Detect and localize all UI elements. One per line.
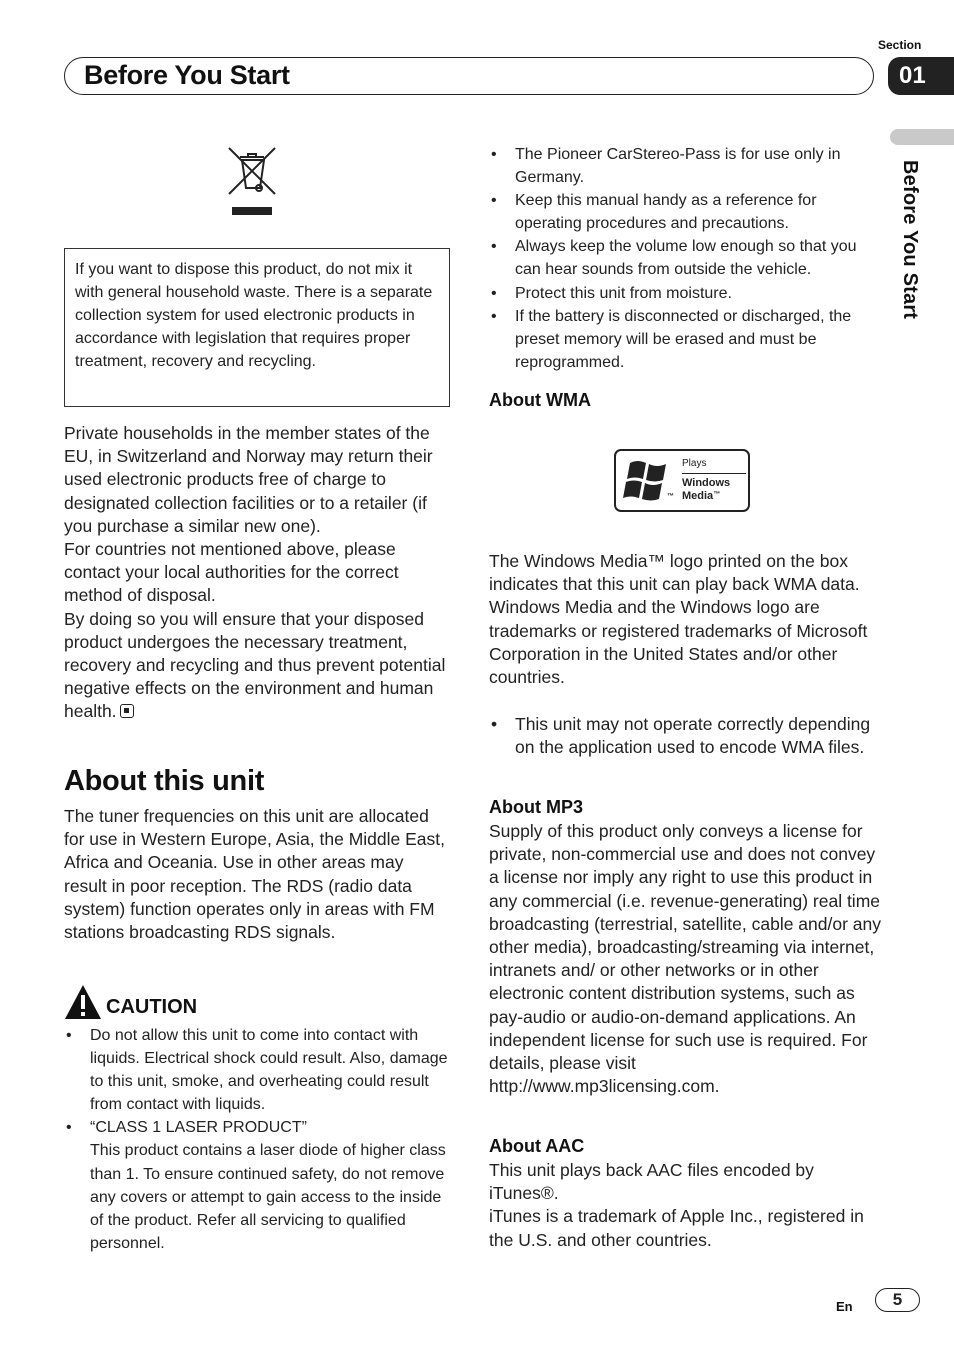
list-item: • Keep this manual handy as a reference for operating procedures and precautions. bbox=[489, 189, 879, 235]
page-number: 5 bbox=[892, 1290, 903, 1309]
aac-paragraph-2: iTunes is a trademark of Apple Inc., registered in the U.S. and other countries. bbox=[489, 1206, 864, 1250]
page-title: Before You Start bbox=[84, 60, 290, 90]
side-tab-title: Before You Start bbox=[899, 160, 921, 320]
language-label: En bbox=[836, 1299, 853, 1314]
aac-heading: About AAC bbox=[489, 1136, 585, 1156]
top-bullet-list bbox=[489, 143, 879, 374]
wma-paragraph-2: Windows Media and the Windows logo are trademarks or registered trademarks of Microsoft Corporation in the United States and/or other countries. bbox=[489, 597, 868, 688]
wma-heading: About WMA bbox=[489, 390, 591, 410]
mp3-heading: About MP3 bbox=[489, 797, 583, 817]
caution-label: CAUTION bbox=[106, 996, 198, 1018]
list-item: • This unit may not operate correctly depending on the application used to encode WMA files. bbox=[489, 713, 881, 759]
wma-bullet-list bbox=[489, 713, 881, 759]
wma-paragraph-1: The Windows Media™ logo printed on the box indicates that this unit can play back WMA data. bbox=[489, 551, 860, 595]
aac-text bbox=[489, 1159, 881, 1252]
logo-tm-mark: ™ bbox=[667, 493, 674, 500]
list-item: • Protect this unit from moisture. bbox=[489, 282, 879, 305]
side-tab-marker bbox=[890, 129, 954, 145]
section-number: 01 bbox=[899, 62, 926, 89]
mp3-paragraph: Supply of this product only conveys a license for private, non-commercial use and does not convey a license nor imply any right to use this product in any commercial (i.e. revenue-generating) real time broadcasting (terrestrial, satellite, cable and/or any other media), broadcasting/streaming via internet, intranets and/ or other networks or in other electronic content distribution systems, such as pay-audio or audio-on-demand applications. An independent license for such use is required. For details, please visit bbox=[489, 821, 882, 1074]
end-mark-icon bbox=[120, 704, 134, 718]
aac-paragraph-1: This unit plays back AAC files encoded by iTunes®. bbox=[489, 1160, 814, 1204]
logo-media-text bbox=[682, 490, 720, 502]
section-label: Section bbox=[878, 38, 922, 52]
caution-item: • Do not allow this unit to come into contact with liquids. Electrical shock could result. Also, damage to this unit, smoke, and overheating could result from contact with liquids. bbox=[64, 1024, 454, 1116]
crossed-bin-icon bbox=[226, 144, 278, 218]
windows-media-logo bbox=[614, 449, 750, 512]
mp3-text bbox=[489, 820, 881, 1098]
logo-media-tm: ™ bbox=[713, 491, 721, 498]
mp3-url: http://www.mp3licensing.com. bbox=[489, 1076, 720, 1097]
households-paragraph-3-wrap bbox=[64, 608, 450, 724]
disposal-notice-box bbox=[64, 248, 450, 407]
households-paragraph-2: For countries not mentioned above, please contact your local authorities for the correct method of disposal. bbox=[64, 539, 399, 606]
households-paragraph-3: By doing so you will ensure that your disposed product undergoes the necessary treatment, recovery and recycling and thus prevent potential negative effects on the environment and human health. bbox=[64, 608, 446, 722]
warning-icon bbox=[64, 984, 102, 1020]
caution-item: • “CLASS 1 LASER PRODUCT” bbox=[64, 1116, 454, 1139]
section-number-badge bbox=[888, 57, 954, 95]
wma-text bbox=[489, 550, 881, 689]
logo-windows-text: Windows bbox=[682, 477, 731, 489]
caution-header bbox=[64, 984, 197, 1020]
about-unit-heading: About this unit bbox=[64, 765, 265, 797]
laser-text: This product contains a laser diode of higher class than 1. To ensure continued safety, do not remove any covers or attempt to gain access to the inside of the product. Refer all servicing to qualified personnel. bbox=[90, 1142, 446, 1252]
caution-list bbox=[64, 1024, 454, 1255]
list-item: • The Pioneer CarStereo-Pass is for use only in Germany. bbox=[489, 143, 879, 189]
logo-plays-text: Plays bbox=[682, 458, 707, 469]
disposal-notice-text: If you want to dispose this product, do not mix it with general household waste. There is a separate collection system for used electronic products in accordance with legislation that requires proper treatment, recovery and recycling. bbox=[75, 261, 433, 371]
list-item: • Always keep the volume low enough so that you can hear sounds from outside the vehicle. bbox=[489, 235, 879, 281]
households-text bbox=[64, 422, 450, 724]
logo-media-word: Media bbox=[682, 490, 714, 502]
list-item: • If the battery is disconnected or discharged, the preset memory will be erased and must be reprogrammed. bbox=[489, 305, 879, 374]
about-unit-text: The tuner frequencies on this unit are allocated for use in Western Europe, Asia, the Middle East, Africa and Oceania. Use in other areas may result in poor reception. The RDS (radio data system) function operates only in areas with FM stations broadcasting RDS signals. bbox=[64, 806, 445, 943]
households-paragraph-1: Private households in the member states of the EU, in Switzerland and Norway may return their used electronic products free of charge to designated collection facilities or to a retailer (if you purchase a similar new one). bbox=[64, 423, 433, 536]
logo-divider bbox=[682, 473, 746, 474]
page-number-badge bbox=[875, 1288, 920, 1312]
